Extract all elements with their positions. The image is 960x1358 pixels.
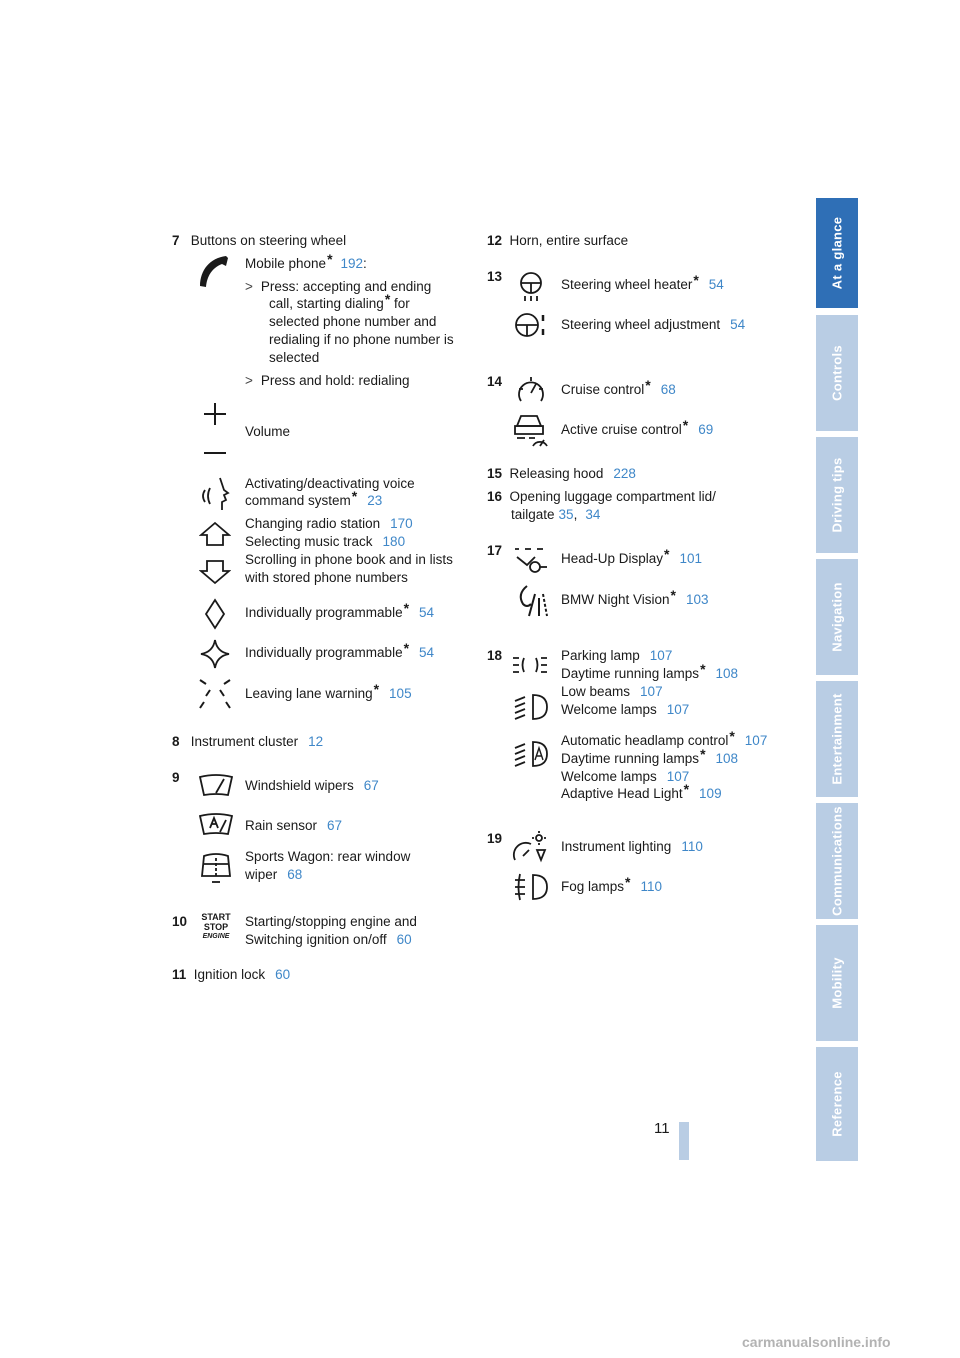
section-15-heading: 15 Releasing hood 228: [487, 466, 636, 481]
page-ref-link[interactable]: 107: [744, 733, 768, 748]
page-ref-link[interactable]: 23: [367, 493, 383, 508]
page-ref-link[interactable]: 105: [389, 686, 412, 701]
bmw-night-vision: BMW Night Vision* 103: [561, 587, 709, 607]
tab-communications[interactable]: Communications: [816, 803, 858, 925]
phone-book-line1: Scrolling in phone book and in lists: [245, 552, 453, 567]
rear-wiper-line1: Sports Wagon: rear window: [245, 849, 411, 864]
cruise-control-icon: [515, 375, 547, 407]
section-number: 7: [172, 233, 180, 248]
asterisk: *: [327, 251, 333, 267]
voice-command-line2: command system* 23: [245, 488, 383, 508]
tab-driving-tips[interactable]: Driving tips: [816, 437, 858, 559]
tab-at-a-glance[interactable]: At a glance: [816, 198, 858, 314]
page-ref-link[interactable]: 107: [666, 702, 690, 717]
plus-icon: [202, 401, 228, 427]
phone-bullet-1-line2: call, starting dialing* for: [269, 291, 410, 311]
lane-warning-icon: [198, 678, 232, 710]
page-ref-link[interactable]: 54: [708, 277, 724, 292]
daytime-running-lamps: Daytime running lamps* 108: [561, 661, 739, 681]
night-vision-icon: [513, 582, 549, 618]
windshield-wiper-icon: [198, 771, 234, 799]
tab-controls[interactable]: Controls: [816, 315, 858, 437]
section-13-number: 13: [487, 269, 503, 284]
phone-book-line2: with stored phone numbers: [245, 570, 408, 585]
page-ref-link[interactable]: 67: [363, 778, 379, 793]
page-ref-link[interactable]: 34: [585, 507, 601, 522]
page-ref-link[interactable]: 101: [679, 551, 703, 566]
section-8-heading: 8 Instrument cluster 12: [172, 734, 324, 749]
star-diamond-icon: [199, 638, 231, 670]
arrow-up-icon: [199, 521, 231, 547]
page-ref-link[interactable]: 108: [715, 751, 739, 766]
head-up-display-icon: [513, 545, 549, 575]
low-beams: Low beams 107: [561, 684, 663, 699]
page-ref-link[interactable]: 68: [660, 382, 676, 397]
section-16-line2: tailgate 35, 34: [511, 507, 601, 522]
instrument-lighting: Instrument lighting 110: [561, 839, 703, 854]
page-ref-link[interactable]: 108: [715, 666, 739, 681]
fog-lamp-icon: [513, 872, 549, 902]
page-ref-link[interactable]: 54: [419, 645, 435, 660]
fog-lamps: Fog lamps* 110: [561, 874, 663, 894]
page-ref-link[interactable]: 69: [698, 422, 714, 437]
page-ref-link[interactable]: 107: [666, 769, 690, 784]
head-up-display: Head-Up Display* 101: [561, 546, 703, 566]
start-stop-engine-icon: START STOP ENGINE: [201, 912, 231, 940]
radio-station-line: Changing radio station 170: [245, 516, 413, 531]
section-12-heading: 12 Horn, entire surface: [487, 233, 629, 248]
programmable-2: Individually programmable* 54: [245, 640, 435, 660]
section-16-heading: 16 Opening luggage compartment lid/: [487, 489, 716, 504]
mobile-phone-label: Mobile phone* 192:: [245, 251, 367, 271]
page-ref-link[interactable]: 192: [340, 256, 364, 271]
diamond-icon: [204, 598, 226, 630]
phone-icon: [196, 254, 230, 290]
active-cruise-control: Active cruise control* 69: [561, 417, 714, 437]
section-17-number: 17: [487, 543, 503, 558]
page-ref-link[interactable]: 35: [558, 507, 574, 522]
tab-mobility[interactable]: Mobility: [816, 925, 858, 1047]
page-ref-link[interactable]: 54: [730, 317, 746, 332]
music-track-line: Selecting music track 180: [245, 534, 406, 549]
phone-bullet-1-line4: redialing if no phone number is: [269, 332, 454, 347]
watermark: carmanualsonline.info: [742, 1334, 891, 1350]
section-title: Buttons on steering wheel: [190, 233, 347, 248]
automatic-headlamp-control: Automatic headlamp control* 107: [561, 728, 768, 748]
page-ref-link[interactable]: 107: [649, 648, 673, 663]
parking-lamp: Parking lamp 107: [561, 648, 673, 663]
rain-sensor-icon: [198, 810, 234, 838]
daytime-running-lamps-2: Daytime running lamps* 108: [561, 746, 739, 766]
page-ref-link[interactable]: 110: [681, 839, 703, 854]
steering-wheel-adjust-icon: [513, 311, 549, 339]
rear-wiper-icon: [198, 850, 234, 884]
page-ref-link[interactable]: 228: [613, 466, 636, 481]
phone-bullet-1-line3: selected phone number and: [269, 314, 437, 329]
steering-wheel-adjustment: Steering wheel adjustment 54: [561, 317, 746, 332]
section-14-number: 14: [487, 374, 503, 389]
lane-warning: Leaving lane warning* 105: [245, 681, 412, 701]
page-ref-link[interactable]: 180: [382, 534, 406, 549]
voice-command-line1: Activating/deactivating voice: [245, 476, 415, 491]
welcome-lamps: Welcome lamps 107: [561, 702, 690, 717]
section-7-heading: [172, 232, 346, 250]
welcome-lamps-2: Welcome lamps 107: [561, 769, 690, 784]
phone-bullet-1-line5: selected: [269, 350, 320, 365]
page-ref-link[interactable]: 68: [287, 867, 303, 882]
page-ref-link[interactable]: 107: [640, 684, 663, 699]
phone-bullet-1: > Press: accepting and ending: [245, 279, 432, 294]
programmable-1: Individually programmable* 54: [245, 600, 435, 620]
automatic-headlamp-icon: [513, 738, 549, 770]
parking-lamp-icon: [511, 654, 549, 676]
adaptive-head-light: Adaptive Head Light* 109: [561, 781, 722, 801]
page-ref-link[interactable]: 110: [640, 879, 663, 894]
start-stop-line2: Switching ignition on/off 60: [245, 932, 412, 947]
page-ref-link[interactable]: 67: [327, 818, 343, 833]
volume-label: Volume: [245, 424, 291, 439]
page-number: 11: [654, 1120, 670, 1137]
page-ref-link[interactable]: 103: [686, 592, 709, 607]
rear-wiper-line2: wiper 68: [245, 867, 303, 882]
page-ref-link[interactable]: 109: [699, 786, 722, 801]
page-ref-link[interactable]: 60: [275, 967, 291, 982]
tab-navigation[interactable]: Navigation: [816, 559, 858, 681]
steering-wheel-heater: Steering wheel heater* 54: [561, 272, 724, 292]
page-ref-link[interactable]: 60: [396, 932, 412, 947]
start-stop-line1: Starting/stopping engine and: [245, 914, 417, 929]
rain-sensor: Rain sensor 67: [245, 818, 343, 833]
minus-icon: [202, 443, 228, 463]
windshield-wipers: Windshield wipers 67: [245, 778, 379, 793]
section-9-number: 9: [172, 770, 180, 785]
section-19-number: 19: [487, 831, 503, 846]
section-11-heading: 11 Ignition lock 60: [172, 967, 291, 982]
instrument-lighting-icon: [511, 830, 549, 864]
tab-reference[interactable]: Reference: [816, 1047, 858, 1161]
active-cruise-control-icon: [513, 412, 549, 448]
steering-wheel-heater-icon: [515, 270, 547, 302]
section-18-number: 18: [487, 648, 503, 663]
phone-bullet-2: > Press and hold: redialing: [245, 373, 410, 388]
section-10-number: 10: [172, 914, 188, 929]
voice-command-icon: [198, 476, 232, 512]
page-ref-link[interactable]: 54: [419, 605, 435, 620]
cruise-control: Cruise control* 68: [561, 377, 676, 397]
page-ref-link[interactable]: 12: [308, 734, 324, 749]
page-number-bar: [679, 1122, 689, 1160]
arrow-down-icon: [199, 559, 231, 585]
tab-entertainment[interactable]: Entertainment: [816, 681, 858, 803]
page-ref-link[interactable]: 170: [390, 516, 413, 531]
low-beam-icon: [513, 693, 549, 721]
